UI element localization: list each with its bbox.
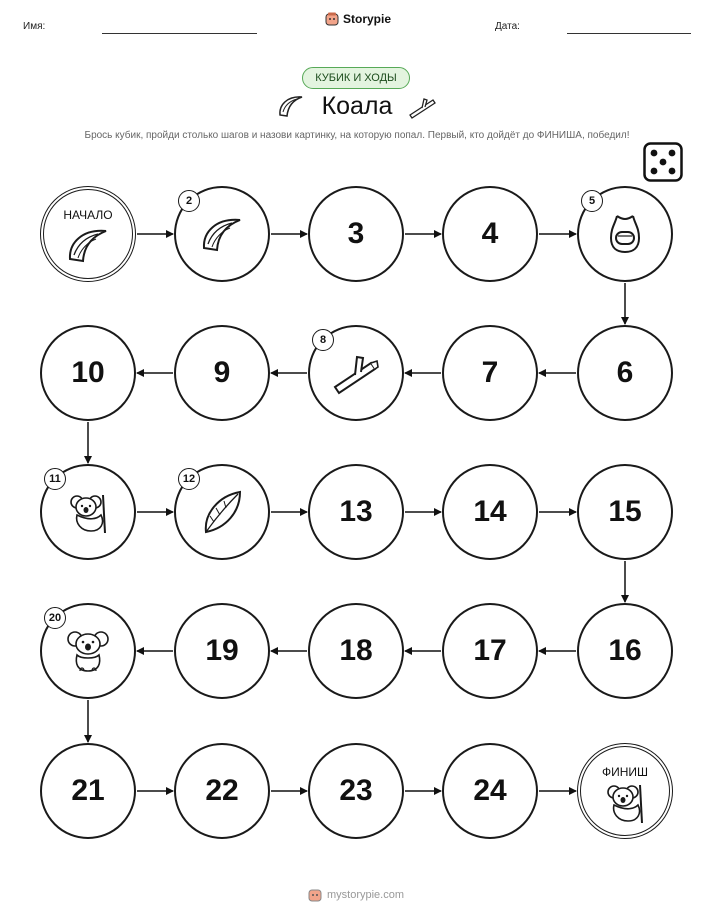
cell-number: 6 bbox=[616, 356, 634, 389]
cell-number: 21 bbox=[71, 774, 105, 807]
cell-number: 22 bbox=[205, 774, 239, 807]
board-cell-16[interactable] bbox=[577, 603, 673, 699]
claw-icon bbox=[200, 214, 244, 254]
cell-number: 14 bbox=[473, 495, 507, 528]
name-label: Имя: bbox=[23, 21, 46, 32]
cell-number: 7 bbox=[481, 356, 499, 389]
cell-number: 18 bbox=[339, 634, 373, 667]
cell-number-badge: 8 bbox=[312, 329, 334, 351]
cell-number: 19 bbox=[205, 634, 239, 667]
start-label: НАЧАЛО bbox=[63, 208, 113, 222]
finish-label: ФИНИШ bbox=[601, 765, 649, 779]
board-cell-8[interactable] bbox=[308, 325, 404, 421]
cell-number: 4 bbox=[481, 217, 499, 250]
claw-icon bbox=[66, 225, 110, 265]
board-cell-4[interactable] bbox=[442, 186, 538, 282]
branch-icon bbox=[331, 351, 381, 395]
board-cell-6[interactable] bbox=[577, 325, 673, 421]
board-cell-22[interactable] bbox=[174, 743, 270, 839]
board-cell-5[interactable] bbox=[577, 186, 673, 282]
board-cell-9[interactable] bbox=[174, 325, 270, 421]
cell-number: 9 bbox=[213, 356, 231, 389]
cell-number-badge: 2 bbox=[178, 190, 200, 212]
cell-number: 17 bbox=[473, 634, 507, 667]
board-cell-7[interactable] bbox=[442, 325, 538, 421]
board-cell-2[interactable] bbox=[174, 186, 270, 282]
board-cell-15[interactable] bbox=[577, 464, 673, 560]
cell-number: 16 bbox=[608, 634, 642, 667]
board-cell-24[interactable] bbox=[442, 743, 538, 839]
board-cell-13[interactable] bbox=[308, 464, 404, 560]
board-cell-18[interactable] bbox=[308, 603, 404, 699]
board-cell-14[interactable] bbox=[442, 464, 538, 560]
koala-sitting-icon bbox=[65, 627, 111, 675]
cell-number: 15 bbox=[608, 495, 642, 528]
footer bbox=[308, 888, 404, 902]
board-cell-3[interactable] bbox=[308, 186, 404, 282]
cell-number-badge: 11 bbox=[44, 468, 66, 490]
footer-site: mystorypie.com bbox=[327, 889, 405, 901]
board-cell-10[interactable] bbox=[40, 325, 136, 421]
finish-cell[interactable] bbox=[577, 743, 673, 839]
brand-name: Storypie bbox=[343, 12, 392, 26]
page-title: Коала bbox=[321, 92, 393, 120]
koala-hugging-icon bbox=[602, 779, 648, 825]
board-cell-12[interactable] bbox=[174, 464, 270, 560]
board-cell-19[interactable] bbox=[174, 603, 270, 699]
start-cell[interactable] bbox=[40, 186, 136, 282]
cell-number-badge: 12 bbox=[178, 468, 200, 490]
cell-number: 24 bbox=[473, 774, 507, 807]
cell-number: 13 bbox=[339, 495, 373, 528]
cell-number-badge: 5 bbox=[581, 190, 603, 212]
board-cell-11[interactable] bbox=[40, 464, 136, 560]
board-cell-23[interactable] bbox=[308, 743, 404, 839]
eucalyptus-leaf-icon bbox=[200, 488, 244, 536]
board-cell-21[interactable] bbox=[40, 743, 136, 839]
date-label: Дата: bbox=[495, 21, 520, 32]
board-cell-17[interactable] bbox=[442, 603, 538, 699]
category-badge: КУБИК И ХОДЫ bbox=[302, 67, 410, 89]
cell-number-badge: 20 bbox=[44, 607, 66, 629]
board-cell-20[interactable] bbox=[40, 603, 136, 699]
pouch-icon bbox=[603, 212, 647, 256]
storypie-mascot-icon bbox=[308, 888, 322, 902]
cell-number: 23 bbox=[339, 774, 373, 807]
koala-hugging-icon bbox=[65, 489, 111, 535]
instructions: Брось кубик, пройди столько шагов и назови картинку, на которую попал. Первый, кто дойдёт до ФИНИША, победил! bbox=[84, 130, 630, 141]
cell-number: 10 bbox=[71, 356, 105, 389]
cell-number: 3 bbox=[347, 217, 365, 250]
